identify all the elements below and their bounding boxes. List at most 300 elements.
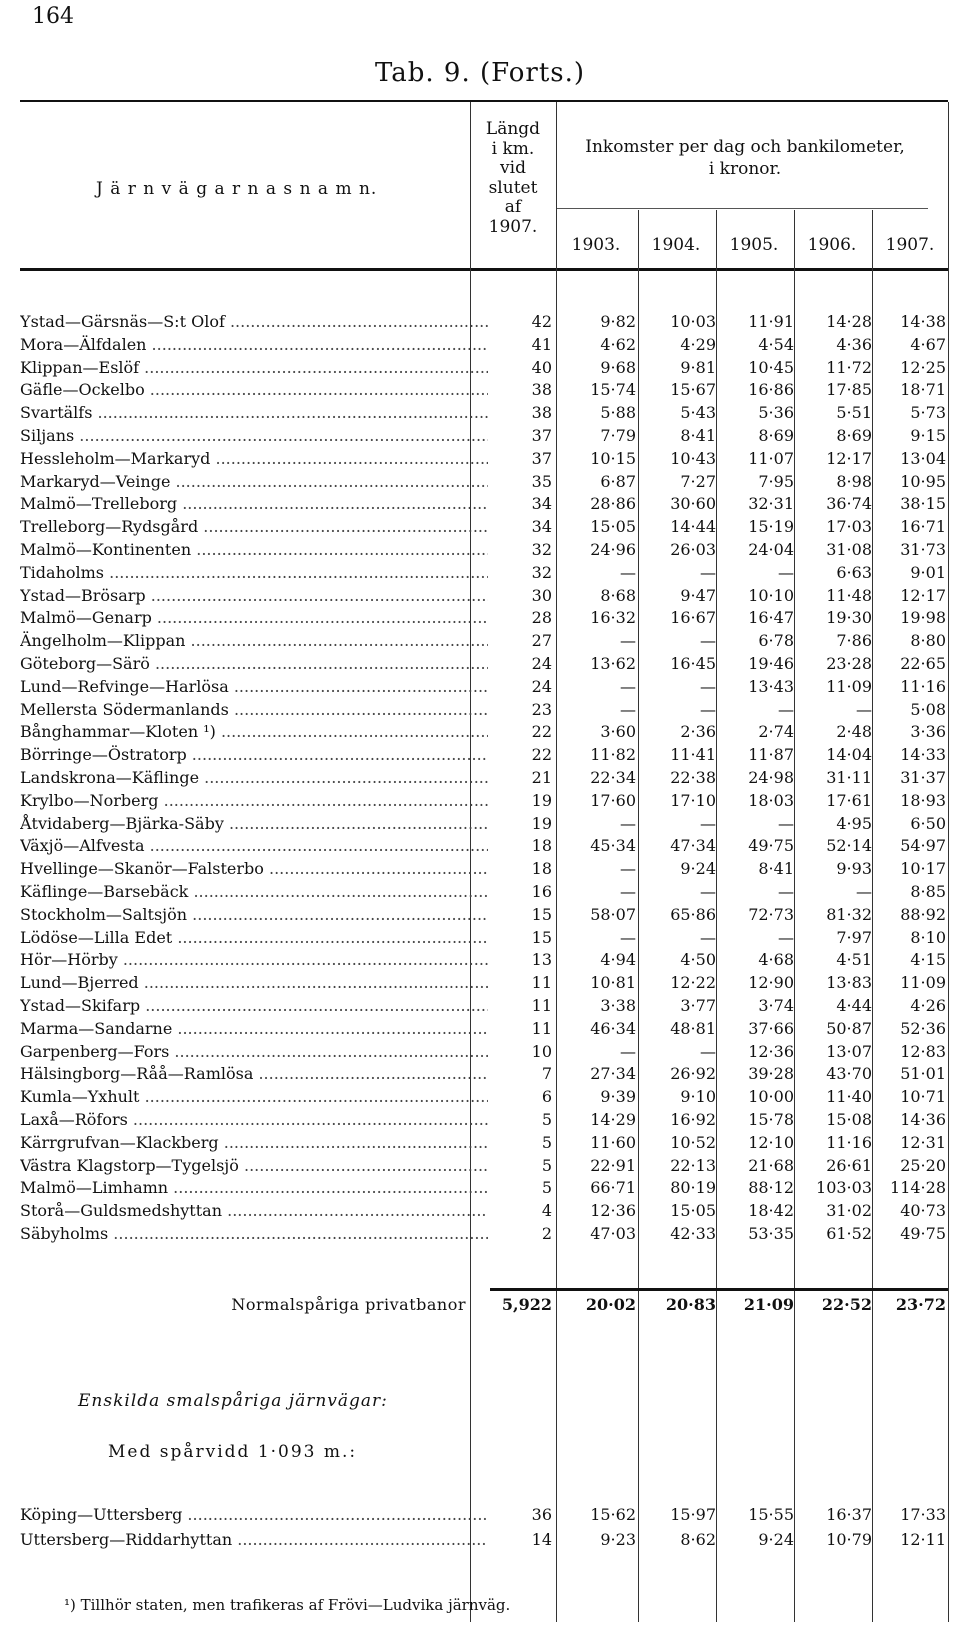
railway-name: Uttersberg—Riddarhyttan ..... [20, 1528, 488, 1552]
length-km: 5,922 [501, 1295, 552, 1314]
table-row [0, 789, 960, 813]
income-value-1903: — [620, 631, 636, 650]
income-value-1904: 10·43 [670, 449, 716, 468]
table-row [0, 401, 960, 425]
year-header: 1904. [651, 235, 701, 255]
income-value-1906: 4·44 [836, 996, 872, 1015]
income-value-1904: 5·43 [680, 403, 716, 422]
total-rule [490, 1288, 948, 1291]
income-value-1906: 7·97 [836, 928, 872, 947]
length-km: 14 [531, 1530, 552, 1549]
income-value-1904: 11·41 [670, 745, 716, 764]
income-value-1903: 45·34 [590, 836, 636, 855]
income-value-1907: 25·20 [900, 1156, 946, 1175]
income-value-1905: 72·73 [748, 905, 794, 924]
income-value-1906: 31·08 [826, 540, 872, 559]
income-value-1903: 15·74 [590, 380, 636, 399]
income-value-1907: 14·36 [900, 1110, 946, 1129]
table-row [0, 720, 960, 744]
income-value-1907: 8·80 [910, 631, 946, 650]
income-value-1907: 19·98 [900, 608, 946, 627]
railway-name: Köping—Uttersberg ..... [20, 1503, 488, 1527]
page-number: 164 [32, 4, 74, 29]
narrow-gauge-heading: Enskilda smalspåriga järnvägar: [78, 1391, 388, 1411]
income-value-1903: 13·62 [590, 654, 636, 673]
income-value-1903: — [620, 928, 636, 947]
income-value-1903: 9·39 [600, 1087, 636, 1106]
income-value-1905: 4·54 [758, 335, 794, 354]
income-value-1907: 5·08 [910, 700, 946, 719]
length-km: 24 [531, 654, 552, 673]
income-header-line2: i kronor. [708, 159, 782, 179]
railway-name: Hälsingborg—Råå—Ramlösa ..... [20, 1062, 488, 1086]
length-km: 37 [531, 426, 552, 445]
income-value-1905: 11·07 [748, 449, 794, 468]
income-value-1907: 12·17 [900, 586, 946, 605]
income-value-1903: 9·82 [600, 312, 636, 331]
length-km: 42 [531, 312, 552, 331]
income-value-1904: 22·38 [670, 768, 716, 787]
income-value-1907: 14·33 [900, 745, 946, 764]
income-value-1906: 17·85 [826, 380, 872, 399]
income-value-1907: 14·38 [900, 312, 946, 331]
income-value-1905: 32·31 [748, 494, 794, 513]
railway-name: Malmö—Genarp ..... [20, 606, 488, 630]
income-value-1906: 5·51 [836, 403, 872, 422]
income-value-1903: 12·36 [590, 1201, 636, 1220]
income-value-1905: 21·68 [748, 1156, 794, 1175]
railway-name: Krylbo—Norberg ..... [20, 789, 488, 813]
income-value-1905: 10·45 [748, 358, 794, 377]
table-row [0, 333, 960, 357]
income-value-1905: 18·03 [748, 791, 794, 810]
income-value-1905: 10·10 [748, 586, 794, 605]
income-value-1904: 30·60 [670, 494, 716, 513]
table-row [0, 971, 960, 995]
length-km: 5 [541, 1156, 552, 1175]
top-rule [20, 100, 948, 102]
length-km: 18 [531, 859, 552, 878]
income-value-1904: — [700, 631, 716, 650]
income-value-1906: 13·07 [826, 1042, 872, 1061]
income-value-1905: 12·36 [748, 1042, 794, 1061]
length-km: 19 [531, 814, 552, 833]
income-value-1903: 47·03 [590, 1224, 636, 1243]
income-value-1905: 21·09 [743, 1295, 794, 1314]
income-value-1905: — [778, 814, 794, 833]
income-value-1903: — [620, 859, 636, 878]
railway-name: Säbyholms ..... [20, 1222, 488, 1246]
railway-name: Ystad—Brösarp ..... [20, 584, 488, 608]
income-value-1907: 3·36 [910, 722, 946, 741]
income-value-1904: 7·27 [680, 472, 716, 491]
length-km: 18 [531, 836, 552, 855]
income-value-1903: — [620, 1042, 636, 1061]
income-value-1907: 9·15 [910, 426, 946, 445]
income-value-1907: 12·31 [900, 1133, 946, 1152]
table-row [0, 561, 960, 585]
length-km: 6 [541, 1087, 552, 1106]
income-value-1907: 6·50 [910, 814, 946, 833]
railway-name: Garpenberg—Fors ..... [20, 1040, 488, 1064]
income-value-1904: 16·45 [670, 654, 716, 673]
income-value-1907: 40·73 [900, 1201, 946, 1220]
income-value-1907: 31·73 [900, 540, 946, 559]
length-header-line: Längd [485, 119, 541, 139]
table-row [0, 812, 960, 836]
length-km: 27 [531, 631, 552, 650]
income-value-1903: 10·81 [590, 973, 636, 992]
income-header-line1: Inkomster per dag och bankilometer, [585, 137, 905, 157]
income-value-1906: 9·93 [836, 859, 872, 878]
income-value-1904: 22·13 [670, 1156, 716, 1175]
income-value-1903: 14·29 [590, 1110, 636, 1129]
length-header-line: slutet [488, 177, 538, 198]
income-value-1905: 12·10 [748, 1133, 794, 1152]
length-km: 34 [531, 517, 552, 536]
railway-name: Markaryd—Veinge ..... [20, 470, 488, 494]
income-value-1907: 10·95 [900, 472, 946, 491]
table-row [0, 903, 960, 927]
income-value-1904: — [700, 1042, 716, 1061]
length-km: 7 [541, 1064, 552, 1083]
income-value-1907: 52·36 [900, 1019, 946, 1038]
table-row [0, 1528, 960, 1552]
income-value-1907: 10·17 [900, 859, 946, 878]
length-km: 30 [531, 586, 552, 605]
income-value-1905: 13·43 [748, 677, 794, 696]
length-km: 22 [531, 722, 552, 741]
length-km: 5 [541, 1110, 552, 1129]
income-value-1906: 19·30 [826, 608, 872, 627]
railway-name: Bånghammar—Kloten ¹) ..... [20, 720, 488, 744]
table-row [0, 538, 960, 562]
income-value-1903: — [620, 700, 636, 719]
table-row [0, 1199, 960, 1223]
length-km: 41 [531, 335, 552, 354]
income-value-1907: 12·25 [900, 358, 946, 377]
income-value-1903: 9·68 [600, 358, 636, 377]
income-value-1903: 15·62 [590, 1505, 636, 1524]
railway-name: Svartälfs ..... [20, 401, 488, 425]
length-km: 16 [531, 882, 552, 901]
income-value-1904: 12·22 [670, 973, 716, 992]
length-km: 35 [531, 472, 552, 491]
name-column-header: J ä r n v ä g a r n a s n a m n. [96, 179, 378, 199]
income-value-1904: 3·77 [680, 996, 716, 1015]
income-value-1907: 54·97 [900, 836, 946, 855]
railway-name: Stockholm—Saltsjön ..... [20, 903, 488, 927]
income-value-1905: 24·98 [748, 768, 794, 787]
income-value-1906: 52·14 [826, 836, 872, 855]
income-value-1905: 6·78 [758, 631, 794, 650]
income-value-1905: 49·75 [748, 836, 794, 855]
length-km: 38 [531, 380, 552, 399]
income-value-1904: 10·52 [670, 1133, 716, 1152]
income-value-1906: 17·03 [826, 517, 872, 536]
length-km: 24 [531, 677, 552, 696]
table-row [0, 743, 960, 767]
income-value-1906: 11·16 [826, 1133, 872, 1152]
income-value-1905: 15·78 [748, 1110, 794, 1129]
income-value-1905: 4·68 [758, 950, 794, 969]
income-value-1903: 8·68 [600, 586, 636, 605]
length-km: 5 [541, 1133, 552, 1152]
income-value-1904: 8·62 [680, 1530, 716, 1549]
year-header: 1903. [571, 235, 621, 255]
year-header: 1906. [807, 235, 857, 255]
railway-name: Västra Klagstorp—Tygelsjö ..... [20, 1154, 488, 1178]
income-value-1906: 23·28 [826, 654, 872, 673]
income-value-1906: — [856, 882, 872, 901]
income-value-1903: 24·96 [590, 540, 636, 559]
length-header-line: 1907. [488, 216, 538, 237]
income-value-1904: 80·19 [670, 1178, 716, 1197]
footnote: ¹) Tillhör staten, men trafikeras af Frövi—Ludvika järnväg. [64, 1596, 511, 1614]
income-value-1903: 16·32 [590, 608, 636, 627]
railway-name: Ystad—Gärsnäs—S:t Olof ..... [20, 310, 488, 334]
railway-name: Siljans ..... [20, 424, 488, 448]
income-value-1907: 12·83 [900, 1042, 946, 1061]
railway-name: Mellersta Södermanlands ..... [20, 698, 488, 722]
income-value-1905: 3·74 [758, 996, 794, 1015]
income-value-1906: 12·17 [826, 449, 872, 468]
railway-name: Växjö—Alfvesta ..... [20, 834, 488, 858]
railway-name: Ystad—Skifarp ..... [20, 994, 488, 1018]
income-value-1906: 4·51 [836, 950, 872, 969]
railway-name: Landskrona—Käflinge ..... [20, 766, 488, 790]
table-row [0, 926, 960, 950]
income-value-1906: 14·28 [826, 312, 872, 331]
railway-name: Ängelholm—Klippan ..... [20, 629, 488, 653]
table-row [0, 606, 960, 630]
railway-name: Malmö—Kontinenten ..... [20, 538, 488, 562]
income-value-1904: 15·97 [670, 1505, 716, 1524]
income-value-1904: — [700, 563, 716, 582]
table-row [0, 834, 960, 858]
income-value-1905: 16·47 [748, 608, 794, 627]
income-value-1905: 9·24 [758, 1530, 794, 1549]
income-value-1906: 14·04 [826, 745, 872, 764]
table-row [0, 1085, 960, 1109]
income-value-1904: 48·81 [670, 1019, 716, 1038]
income-value-1907: 88·92 [900, 905, 946, 924]
income-value-1903: 10·15 [590, 449, 636, 468]
length-km: 22 [531, 745, 552, 764]
income-value-1903: 28·86 [590, 494, 636, 513]
income-value-1906: 31·11 [826, 768, 872, 787]
income-value-1907: 10·71 [900, 1087, 946, 1106]
income-value-1907: 16·71 [900, 517, 946, 536]
length-km: 34 [531, 494, 552, 513]
income-value-1903: 17·60 [590, 791, 636, 810]
income-value-1904: 47·34 [670, 836, 716, 855]
table-row [0, 515, 960, 539]
income-value-1905: 39·28 [748, 1064, 794, 1083]
length-km: 28 [531, 608, 552, 627]
income-value-1905: — [778, 882, 794, 901]
income-value-1904: 26·03 [670, 540, 716, 559]
income-value-1903: — [620, 563, 636, 582]
railway-name: Lödöse—Lilla Edet ..... [20, 926, 488, 950]
income-value-1906: 11·72 [826, 358, 872, 377]
length-km: 5 [541, 1178, 552, 1197]
table-row [0, 470, 960, 494]
table-row [0, 1176, 960, 1200]
income-value-1907: 4·26 [910, 996, 946, 1015]
income-value-1906: 4·36 [836, 335, 872, 354]
table-row [0, 424, 960, 448]
table-row [0, 994, 960, 1018]
length-km: 13 [531, 950, 552, 969]
income-value-1904: 14·44 [670, 517, 716, 536]
length-km: 11 [531, 973, 552, 992]
income-value-1906: 36·74 [826, 494, 872, 513]
length-km: 32 [531, 540, 552, 559]
table-row [0, 356, 960, 380]
income-value-1904: — [700, 677, 716, 696]
length-km: 15 [531, 905, 552, 924]
length-km: 11 [531, 1019, 552, 1038]
income-value-1907: 4·67 [910, 335, 946, 354]
income-value-1903: 7·79 [600, 426, 636, 445]
income-value-1904: 9·47 [680, 586, 716, 605]
income-value-1905: 53·35 [748, 1224, 794, 1243]
length-km: 11 [531, 996, 552, 1015]
railway-name: Marma—Sandarne ..... [20, 1017, 488, 1041]
railway-name: Kumla—Yxhult ..... [20, 1085, 488, 1109]
income-value-1903: 22·34 [590, 768, 636, 787]
income-value-1907: 49·75 [900, 1224, 946, 1243]
gauge-heading: Med spårvidd 1·093 m.: [108, 1442, 358, 1462]
income-value-1907: 11·16 [900, 677, 946, 696]
income-value-1904: 4·50 [680, 950, 716, 969]
income-value-1906: 8·98 [836, 472, 872, 491]
income-value-1903: 11·60 [590, 1133, 636, 1152]
income-value-1905: 10·00 [748, 1087, 794, 1106]
income-value-1904: — [700, 700, 716, 719]
income-value-1904: 15·67 [670, 380, 716, 399]
header-rule [20, 268, 948, 271]
income-value-1905: 37·66 [748, 1019, 794, 1038]
income-value-1903: — [620, 882, 636, 901]
income-value-1904: 42·33 [670, 1224, 716, 1243]
railway-name: Gäfle—Ockelbo ..... [20, 378, 488, 402]
table-row [0, 698, 960, 722]
income-value-1905: 2·74 [758, 722, 794, 741]
income-value-1905: 8·41 [758, 859, 794, 878]
income-value-1904: — [700, 882, 716, 901]
railway-name: Börringe—Östratorp ..... [20, 743, 488, 767]
income-value-1907: 23·72 [895, 1295, 946, 1314]
income-value-1905: 15·55 [748, 1505, 794, 1524]
length-header-line: i km. [491, 138, 535, 159]
income-value-1903: 22·91 [590, 1156, 636, 1175]
income-value-1906: 17·61 [826, 791, 872, 810]
railway-name: Klippan—Eslöf ..... [20, 356, 488, 380]
income-value-1905: — [778, 928, 794, 947]
income-value-1906: 10·79 [826, 1530, 872, 1549]
income-value-1904: 16·92 [670, 1110, 716, 1129]
income-value-1903: 11·82 [590, 745, 636, 764]
income-value-1903: 46·34 [590, 1019, 636, 1038]
income-value-1904: 9·24 [680, 859, 716, 878]
income-value-1906: 7·86 [836, 631, 872, 650]
income-value-1903: 3·38 [600, 996, 636, 1015]
income-value-1905: 24·04 [748, 540, 794, 559]
income-value-1906: 13·83 [826, 973, 872, 992]
length-header-line: af [504, 197, 522, 218]
income-value-1906: 22·52 [821, 1295, 872, 1314]
income-value-1904: 65·86 [670, 905, 716, 924]
income-value-1906: 15·08 [826, 1110, 872, 1129]
length-km: 21 [531, 768, 552, 787]
income-header-divider [556, 208, 928, 209]
table-row [0, 492, 960, 516]
income-value-1905: 7·95 [758, 472, 794, 491]
income-value-1907: 11·09 [900, 973, 946, 992]
income-value-1904: 8·41 [680, 426, 716, 445]
length-header-line: vid [500, 158, 526, 179]
table-row [0, 310, 960, 334]
table-row [0, 1503, 960, 1527]
income-value-1907: 12·11 [900, 1530, 946, 1549]
railway-name: Käflinge—Barsebäck ..... [20, 880, 488, 904]
income-value-1905: — [778, 700, 794, 719]
income-value-1903: 4·94 [600, 950, 636, 969]
income-value-1906: 2·48 [836, 722, 872, 741]
table-row [0, 1131, 960, 1155]
income-value-1904: 16·67 [670, 608, 716, 627]
income-value-1905: 88·12 [748, 1178, 794, 1197]
table-row [0, 857, 960, 881]
table-row [0, 1154, 960, 1178]
year-header: 1907. [885, 235, 935, 255]
table-row [0, 948, 960, 972]
income-value-1906: 103·03 [816, 1178, 872, 1197]
income-value-1907: 38·15 [900, 494, 946, 513]
railway-name: Göteborg—Särö ..... [20, 652, 488, 676]
railway-name: Normalspåriga privatbanor [231, 1295, 466, 1314]
income-value-1906: 31·02 [826, 1201, 872, 1220]
income-value-1906: — [856, 700, 872, 719]
income-value-1903: 66·71 [590, 1178, 636, 1197]
railway-name: Lund—Bjerred ..... [20, 971, 488, 995]
income-value-1903: 9·23 [600, 1530, 636, 1549]
income-value-1907: 51·01 [900, 1064, 946, 1083]
income-value-1907: 31·37 [900, 768, 946, 787]
length-km: 36 [531, 1505, 552, 1524]
income-value-1904: 17·10 [670, 791, 716, 810]
table-row [0, 1062, 960, 1086]
length-km: 19 [531, 791, 552, 810]
income-value-1904: — [700, 814, 716, 833]
income-value-1906: 8·69 [836, 426, 872, 445]
income-value-1905: 18·42 [748, 1201, 794, 1220]
income-value-1903: — [620, 814, 636, 833]
income-value-1907: 9·01 [910, 563, 946, 582]
year-header: 1905. [729, 235, 779, 255]
income-value-1905: — [778, 563, 794, 582]
table-row [0, 629, 960, 653]
income-value-1906: 11·48 [826, 586, 872, 605]
income-value-1906: 16·37 [826, 1505, 872, 1524]
income-value-1906: 6·63 [836, 563, 872, 582]
income-value-1903: 5·88 [600, 403, 636, 422]
income-value-1905: 16·86 [748, 380, 794, 399]
income-value-1907: 18·93 [900, 791, 946, 810]
table-row [0, 880, 960, 904]
